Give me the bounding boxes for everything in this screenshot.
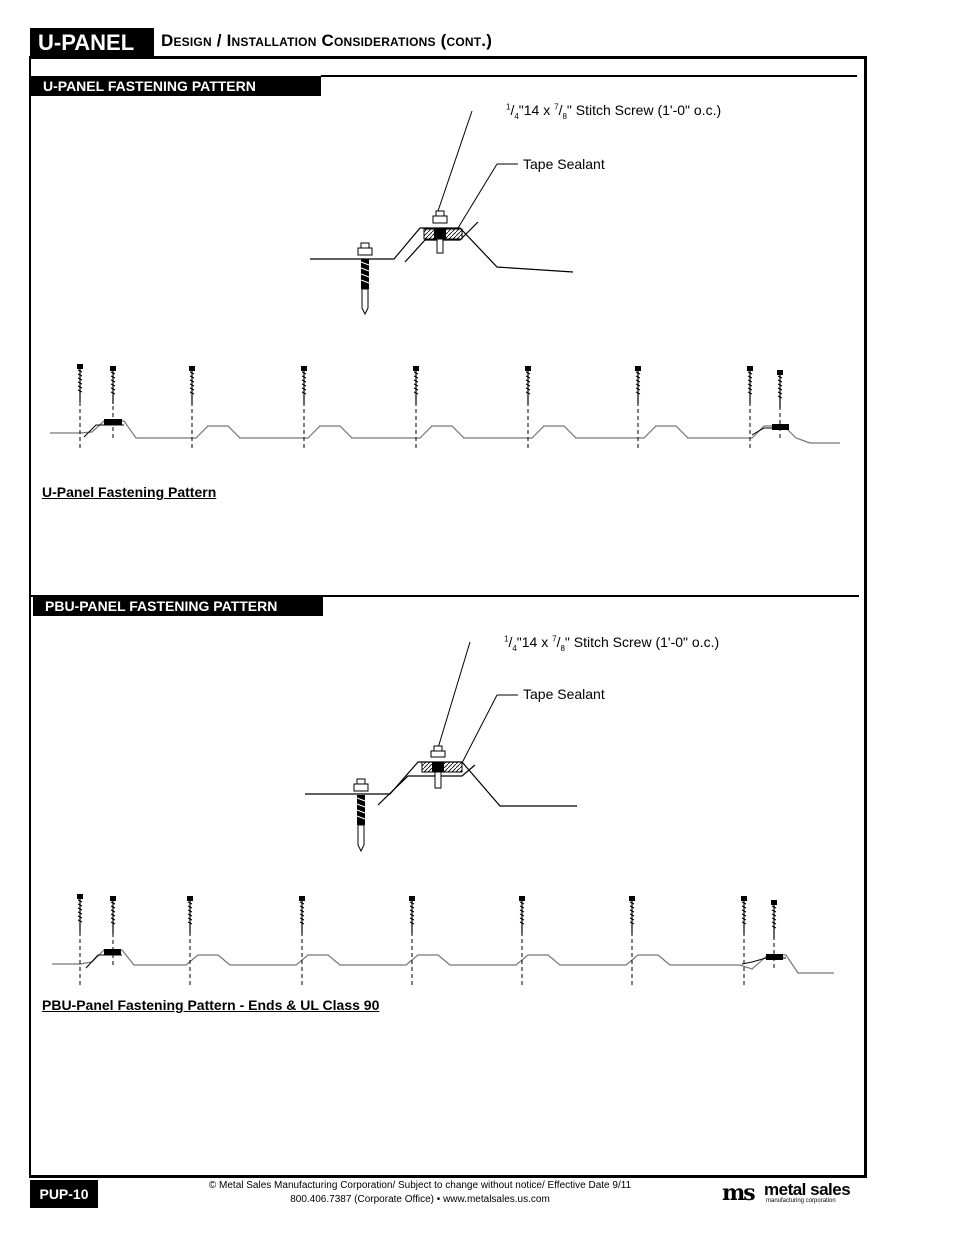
sealant-label-u-panel: Tape Sealant	[523, 156, 605, 172]
pbu-panel-pattern	[52, 894, 834, 985]
caption-u-panel: U-Panel Fastening Pattern	[42, 484, 217, 500]
screw-label-u-panel: $^1/_4"14$ x $^7/_8$" Stitch Screw (1'-0" o.c.)	[506, 102, 722, 121]
footer-contact: 800.406.7387 (Corporate Office) • www.metalsales.us.com	[290, 1194, 550, 1205]
footer-copyright: © Metal Sales Manufacturing Corporation/ Subject to change without notice/ Effective Date 9/11	[208, 1180, 632, 1191]
sealant-label-pbu-panel: Tape Sealant	[523, 686, 605, 702]
brand-tag: U-PANEL	[30, 28, 154, 58]
u-panel-detail	[310, 111, 573, 314]
caption-pbu-panel: PBU-Panel Fastening Pattern - Ends & UL Class 90	[42, 997, 380, 1013]
section-bar-u-panel: U-PANEL FASTENING PATTERN	[31, 76, 321, 96]
section-bar-pbu-panel: PBU-PANEL FASTENING PATTERN	[33, 596, 323, 616]
pbu-panel-detail	[305, 642, 577, 851]
u-panel-pattern	[50, 364, 840, 450]
page-number: PUP-10	[30, 1180, 98, 1208]
metal-sales-logo-name: metal sales	[764, 1180, 851, 1199]
screw-label-pbu-panel: $^1/_4"14$ x $^7/_8$" Stitch Screw (1'-0" o.c.)	[504, 634, 720, 653]
page-title: Design / Installation Considerations (cont.)	[161, 31, 493, 50]
metal-sales-logo-sub: manufacturing corporation	[766, 1198, 836, 1204]
metal-sales-logo-mark: ms	[722, 1180, 754, 1206]
